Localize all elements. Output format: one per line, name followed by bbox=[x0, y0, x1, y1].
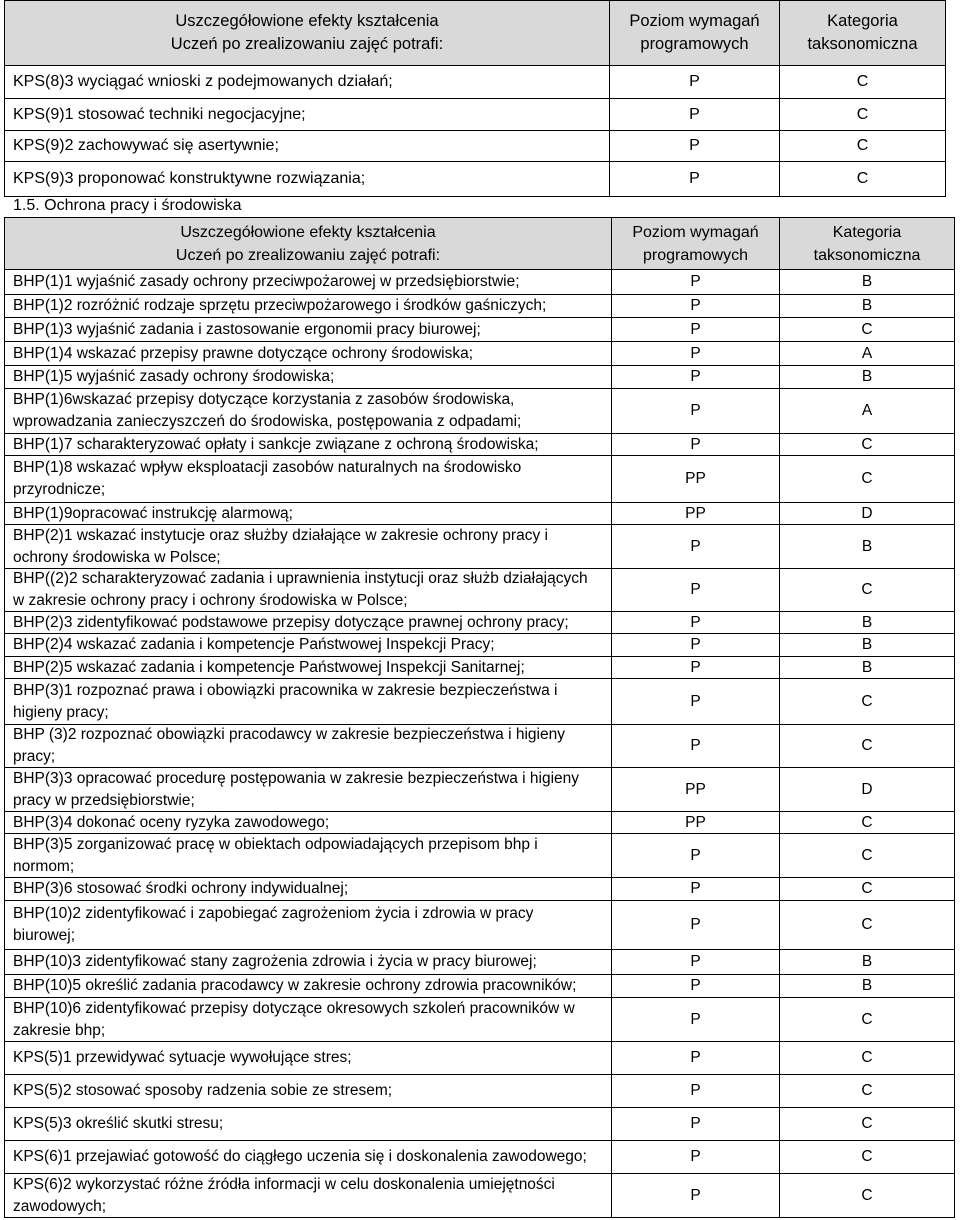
outcome-cell: BHP(1)7 scharakteryzować opłaty i sankcje związane z ochroną środowiska; bbox=[5, 434, 612, 455]
header-category-line: taksonomiczna bbox=[813, 246, 921, 264]
header-category-line: Kategoria bbox=[827, 12, 898, 30]
level-cell: P bbox=[612, 975, 780, 997]
table-row bbox=[5, 66, 946, 99]
header-outcome-line: Uszczegółowione efekty kształcenia bbox=[175, 12, 439, 30]
category-cell: C bbox=[780, 834, 955, 877]
header-level-cell bbox=[612, 218, 780, 269]
category-cell: D bbox=[780, 503, 955, 524]
table-row bbox=[5, 503, 955, 525]
outcome-cell: BHP(10)3 zidentyfikować stany zagrożenia zdrowia i życia w pracy biurowej; bbox=[5, 950, 612, 974]
category-cell: C bbox=[780, 66, 946, 98]
outcome-cell: BHP(2)4 wskazać zadania i kompetencje Państwowej Inspekcji Pracy; bbox=[5, 634, 612, 656]
level-cell: P bbox=[612, 878, 780, 900]
category-cell: C bbox=[780, 318, 955, 341]
category-cell: B bbox=[780, 634, 955, 656]
category-cell: C bbox=[780, 1141, 955, 1173]
level-cell: P bbox=[610, 162, 780, 196]
outcome-cell: BHP(3)4 dokonać oceny ryzyka zawodowego; bbox=[5, 812, 612, 833]
category-cell: C bbox=[780, 1108, 955, 1140]
table-row bbox=[5, 834, 955, 878]
table-row bbox=[5, 342, 955, 366]
outcome-cell: BHP(1)9opracować instrukcję alarmową; bbox=[5, 503, 612, 524]
category-cell: C bbox=[780, 1042, 955, 1074]
level-cell: P bbox=[612, 1141, 780, 1173]
table-row bbox=[5, 812, 955, 834]
category-cell: B bbox=[780, 270, 955, 294]
table-row bbox=[5, 901, 955, 950]
header-level-line: Poziom wymagań bbox=[629, 12, 760, 30]
level-cell: P bbox=[612, 612, 780, 633]
level-cell: P bbox=[612, 318, 780, 341]
outcome-cell: KPS(6)2 wykorzystać różne źródła informacji w celu doskonalenia umiejętności zawodowych; bbox=[5, 1174, 612, 1217]
level-cell: PP bbox=[612, 812, 780, 833]
level-cell: P bbox=[612, 657, 780, 678]
outcome-cell: BHP(1)2 rozróżnić rodzaje sprzętu przeciwpożarowego i środków gaśniczych; bbox=[5, 295, 612, 317]
table-row bbox=[5, 318, 955, 342]
category-cell: C bbox=[780, 901, 955, 949]
header-outcome-cell bbox=[5, 1, 610, 65]
level-cell: PP bbox=[612, 768, 780, 811]
header-outcome-line: Uczeń po zrealizowaniu zajęć potrafi: bbox=[175, 246, 441, 264]
table-header-row bbox=[5, 1, 946, 66]
outcome-cell: KPS(5)2 stosować sposoby radzenia sobie ze stresem; bbox=[5, 1075, 612, 1107]
level-cell: PP bbox=[612, 503, 780, 524]
outcome-cell: KPS(6)1 przejawiać gotowość do ciągłego uczenia się i doskonalenia zawodowego; bbox=[5, 1141, 612, 1173]
table-row bbox=[5, 1075, 955, 1108]
category-cell: C bbox=[780, 1075, 955, 1107]
table-row bbox=[5, 162, 946, 197]
level-cell: P bbox=[612, 434, 780, 455]
level-cell: P bbox=[612, 569, 780, 611]
table-row bbox=[5, 1108, 955, 1141]
table-row bbox=[5, 725, 955, 768]
table-row bbox=[5, 878, 955, 901]
level-cell: P bbox=[612, 366, 780, 388]
outcome-cell: BHP(1)3 wyjaśnić zadania i zastosowanie ergonomii pracy biurowej; bbox=[5, 318, 612, 341]
table-row bbox=[5, 99, 946, 131]
level-cell: P bbox=[612, 834, 780, 877]
level-cell: P bbox=[612, 389, 780, 433]
header-category-cell bbox=[780, 1, 946, 65]
table-row bbox=[5, 1042, 955, 1075]
table-row bbox=[5, 998, 955, 1042]
table-row bbox=[5, 525, 955, 569]
table-row bbox=[5, 456, 955, 503]
category-cell: B bbox=[780, 525, 955, 568]
table-row bbox=[5, 634, 955, 657]
table-row bbox=[5, 612, 955, 634]
table-row bbox=[5, 1141, 955, 1174]
outcome-cell: BHP(1)1 wyjaśnić zasady ochrony przeciwpożarowej w przedsiębiorstwie; bbox=[5, 270, 612, 294]
table-row bbox=[5, 1174, 955, 1218]
level-cell: P bbox=[612, 1042, 780, 1074]
header-level-cell bbox=[610, 1, 780, 65]
level-cell: P bbox=[612, 1108, 780, 1140]
header-level-line: Poziom wymagań bbox=[632, 223, 759, 241]
level-cell: P bbox=[610, 99, 780, 130]
category-cell: B bbox=[780, 950, 955, 974]
outcome-cell: KPS(5)1 przewidywać sytuacje wywołujące stres; bbox=[5, 1042, 612, 1074]
outcome-cell: BHP((2)2 scharakteryzować zadania i uprawnienia instytucji oraz służb działających w zakresie ochrony pracy i ochrony środowiska w Polsce; bbox=[5, 569, 612, 611]
section-heading: 1.5. Ochrona pracy i środowiska bbox=[13, 197, 242, 214]
category-cell: C bbox=[780, 456, 955, 502]
outcome-cell: KPS(8)3 wyciągać wnioski z podejmowanych działań; bbox=[5, 66, 610, 98]
header-category-cell bbox=[780, 218, 955, 269]
table-row bbox=[5, 657, 955, 679]
outcome-cell: BHP (3)2 rozpoznać obowiązki pracodawcy w zakresie bezpieczeństwa i higieny pracy; bbox=[5, 725, 612, 767]
level-cell: P bbox=[612, 901, 780, 949]
category-cell: C bbox=[780, 99, 946, 130]
outcome-cell: BHP(1)8 wskazać wpływ eksploatacji zasobów naturalnych na środowisko przyrodnicze; bbox=[5, 456, 612, 502]
category-cell: B bbox=[780, 295, 955, 317]
category-cell: C bbox=[780, 569, 955, 611]
table-row bbox=[5, 131, 946, 162]
table-row bbox=[5, 295, 955, 318]
category-cell: C bbox=[780, 434, 955, 455]
outcome-cell: BHP(3)6 stosować środki ochrony indywidualnej; bbox=[5, 878, 612, 900]
level-cell: P bbox=[612, 525, 780, 568]
header-outcome-line: Uszczegółowione efekty kształcenia bbox=[180, 223, 436, 241]
header-outcome-line: Uczeń po zrealizowaniu zajęć potrafi: bbox=[170, 35, 444, 53]
category-cell: A bbox=[780, 342, 955, 365]
category-cell: C bbox=[780, 812, 955, 833]
category-cell: C bbox=[780, 679, 955, 724]
level-cell: P bbox=[612, 295, 780, 317]
level-cell: P bbox=[612, 1075, 780, 1107]
outcome-cell: BHP(3)5 zorganizować pracę w obiektach odpowiadających przepisom bhp i normom; bbox=[5, 834, 612, 877]
outcome-cell: BHP(1)6wskazać przepisy dotyczące korzystania z zasobów środowiska, wprowadzania zanieczyszczeń do środowiska, postępowania z odpadami; bbox=[5, 389, 612, 433]
header-level-line: programowych bbox=[643, 246, 748, 264]
learning-outcomes-table-1 bbox=[4, 0, 946, 197]
header-category-line: Kategoria bbox=[832, 223, 902, 241]
outcome-cell: BHP(1)4 wskazać przepisy prawne dotyczące ochrony środowiska; bbox=[5, 342, 612, 365]
category-cell: D bbox=[780, 768, 955, 811]
table-row bbox=[5, 389, 955, 434]
category-cell: C bbox=[780, 131, 946, 161]
outcome-cell: BHP(10)6 zidentyfikować przepisy dotyczące okresowych szkoleń pracowników w zakresie bhp; bbox=[5, 998, 612, 1041]
category-cell: A bbox=[780, 389, 955, 433]
table-row bbox=[5, 569, 955, 612]
category-cell: C bbox=[780, 878, 955, 900]
outcome-cell: BHP(10)5 określić zadania pracodawcy w zakresie ochrony zdrowia pracowników; bbox=[5, 975, 612, 997]
table-row bbox=[5, 679, 955, 725]
level-cell: P bbox=[612, 1174, 780, 1217]
outcome-cell: BHP(3)3 opracować procedurę postępowania w zakresie bezpieczeństwa i higieny pracy w przedsiębiorstwie; bbox=[5, 768, 612, 811]
learning-outcomes-table-2 bbox=[4, 217, 955, 1218]
header-category-line: taksonomiczna bbox=[807, 35, 918, 53]
outcome-cell: BHP(10)2 zidentyfikować i zapobiegać zagrożeniom życia i zdrowia w pracy biurowej; bbox=[5, 901, 612, 949]
outcome-cell: BHP(2)3 zidentyfikować podstawowe przepisy dotyczące prawnej ochrony pracy; bbox=[5, 612, 612, 633]
outcome-cell: KPS(5)3 określić skutki stresu; bbox=[5, 1108, 612, 1140]
table-row bbox=[5, 975, 955, 998]
outcome-cell: BHP(1)5 wyjaśnić zasady ochrony środowiska; bbox=[5, 366, 612, 388]
level-cell: P bbox=[610, 66, 780, 98]
outcome-cell: BHP(2)5 wskazać zadania i kompetencje Państwowej Inspekcji Sanitarnej; bbox=[5, 657, 612, 678]
table-row bbox=[5, 434, 955, 456]
outcome-cell: BHP(2)1 wskazać instytucje oraz służby działające w zakresie ochrony pracy i ochrony środowiska w Polsce; bbox=[5, 525, 612, 568]
category-cell: C bbox=[780, 1174, 955, 1217]
outcome-cell: BHP(3)1 rozpoznać prawa i obowiązki pracownika w zakresie bezpieczeństwa i higieny pracy; bbox=[5, 679, 612, 724]
level-cell: P bbox=[612, 725, 780, 767]
category-cell: B bbox=[780, 612, 955, 633]
outcome-cell: KPS(9)2 zachowywać się asertywnie; bbox=[5, 131, 610, 161]
category-cell: B bbox=[780, 975, 955, 997]
level-cell: PP bbox=[612, 456, 780, 502]
outcome-cell: KPS(9)3 proponować konstruktywne rozwiązania; bbox=[5, 162, 610, 196]
table-row bbox=[5, 950, 955, 975]
outcome-cell: KPS(9)1 stosować techniki negocjacyjne; bbox=[5, 99, 610, 130]
table-row bbox=[5, 366, 955, 389]
category-cell: B bbox=[780, 657, 955, 678]
level-cell: P bbox=[612, 634, 780, 656]
header-outcome-cell bbox=[5, 218, 612, 269]
table-row bbox=[5, 270, 955, 295]
level-cell: P bbox=[612, 342, 780, 365]
category-cell: C bbox=[780, 162, 946, 196]
level-cell: P bbox=[612, 679, 780, 724]
category-cell: C bbox=[780, 998, 955, 1041]
level-cell: P bbox=[612, 270, 780, 294]
table-row bbox=[5, 768, 955, 812]
level-cell: P bbox=[612, 950, 780, 974]
level-cell: P bbox=[612, 998, 780, 1041]
category-cell: B bbox=[780, 366, 955, 388]
table-header-row bbox=[5, 218, 955, 270]
category-cell: C bbox=[780, 725, 955, 767]
header-level-line: programowych bbox=[640, 35, 749, 53]
level-cell: P bbox=[610, 131, 780, 161]
